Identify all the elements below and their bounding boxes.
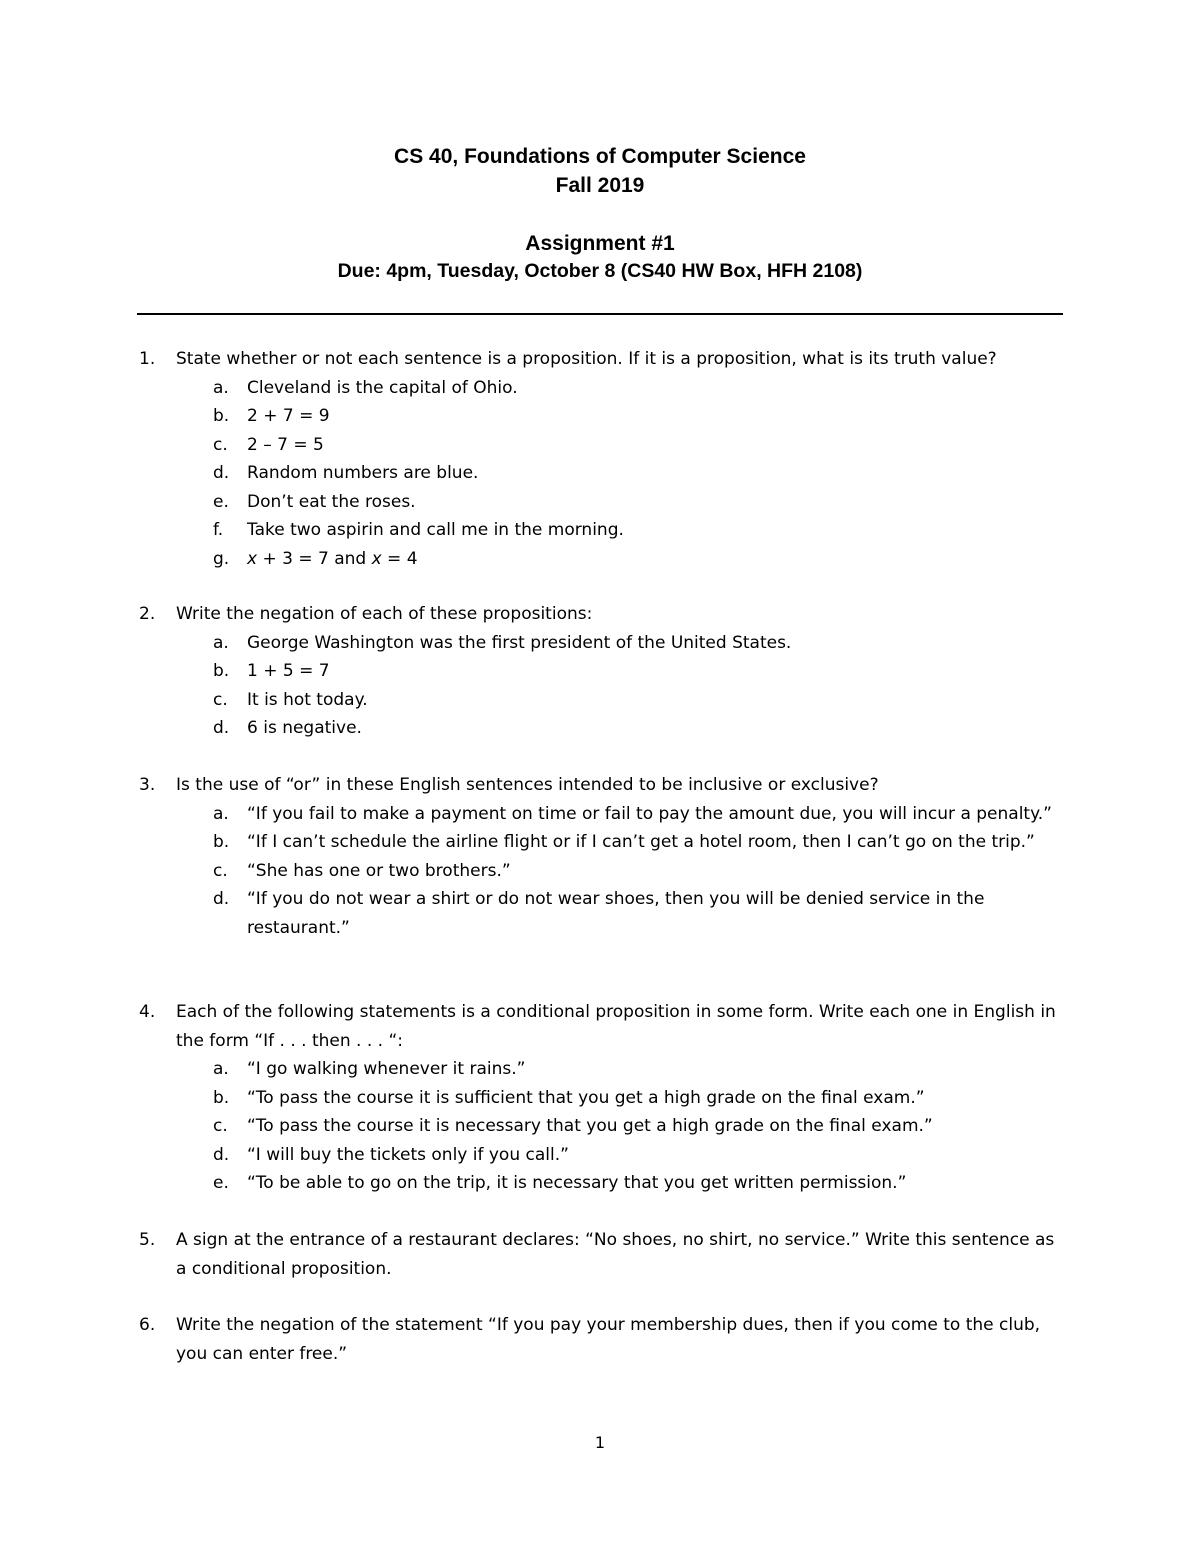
sub-item-text: Take two aspirin and call me in the morning. [247, 520, 624, 540]
question-body [176, 998, 1056, 1198]
sub-item-letter: c. [213, 860, 228, 881]
sub-item [176, 1055, 1056, 1084]
question-body [176, 771, 1056, 942]
question-text: Write the negation of each of these propositions: [176, 604, 593, 624]
sub-item-text: “If you do not wear a shirt or do not wear shoes, then you will be denied service in the restaurant.” [247, 889, 985, 938]
sub-item-letter: d. [213, 718, 230, 738]
sub-item-letter: d. [213, 1144, 230, 1165]
question-number: 3. [139, 775, 156, 795]
sub-item-letter: e. [213, 491, 229, 512]
variable-x: x [371, 548, 382, 569]
sub-item-letter: d. [213, 889, 230, 909]
question-number: 1. [139, 349, 156, 369]
sub-item [176, 545, 1056, 574]
page-number: 1 [594, 1433, 606, 1452]
question-body [176, 1226, 1056, 1283]
sub-item-text: Don’t eat the roses. [247, 491, 416, 512]
sub-item-text: “To pass the course it is sufficient that you get a high grade on the final exam.” [247, 1087, 925, 1108]
question-body [176, 345, 1056, 573]
equation-part: + 3 = 7 and [257, 548, 372, 569]
sub-item [176, 686, 1056, 715]
sub-item-letter: b. [213, 661, 230, 681]
due-date: Due: 4pm, Tuesday, October 8 (CS40 HW Box, HFH 2108) [337, 260, 863, 282]
question-number: 5. [139, 1230, 156, 1250]
sub-item-letter: b. [213, 1087, 230, 1108]
variable-x: x [247, 548, 258, 569]
sub-item-letter: f. [213, 520, 224, 540]
sub-item-text: “If I can’t schedule the airline flight or if I can’t get a hotel room, then I can’t go on the trip.” [247, 832, 1035, 852]
question-number: 6. [139, 1315, 156, 1335]
question-body [176, 1311, 1056, 1368]
sub-item-letter: a. [213, 377, 229, 398]
sub-item-text [247, 545, 1056, 574]
question-text: Is the use of “or” in these English sentences intended to be inclusive or exclusive? [176, 775, 879, 795]
sub-item-letter: a. [213, 632, 229, 653]
sub-item [176, 657, 1056, 686]
question-number: 4. [139, 1002, 156, 1022]
question-text: Each of the following statements is a conditional proposition in some form. Write each one in English in the form “If . . . then . . . “: [176, 1002, 1056, 1051]
assignment-title: Assignment #1 [525, 232, 675, 255]
sub-item-letter: d. [213, 463, 230, 483]
sub-item [176, 402, 1056, 431]
sub-item [176, 1169, 1056, 1198]
sub-item [176, 459, 1056, 488]
sub-item [176, 1112, 1056, 1141]
sub-item-text: Random numbers are blue. [247, 463, 479, 483]
sub-item [176, 374, 1056, 403]
sub-item [176, 629, 1056, 658]
question-text: Write the negation of the statement “If you pay your membership dues, then if you come to the club, you can enter free.” [176, 1315, 1041, 1364]
sub-item [176, 431, 1056, 460]
question-text: A sign at the entrance of a restaurant declares: “No shoes, no shirt, no service.” Write this sentence as a conditional proposition. [176, 1230, 1055, 1279]
sub-item [176, 828, 1056, 857]
sub-item-letter: e. [213, 1173, 229, 1193]
sub-item-text: 6 is negative. [247, 718, 362, 738]
question-text: State whether or not each sentence is a proposition. If it is a proposition, what is its truth value? [176, 349, 997, 369]
sub-item-text: “I will buy the tickets only if you call.” [247, 1144, 569, 1165]
sub-item-text: “To be able to go on the trip, it is necessary that you get written permission.” [247, 1173, 907, 1193]
sub-item-text: Cleveland is the capital of Ohio. [247, 377, 518, 398]
sub-item-text: “I go walking whenever it rains.” [247, 1059, 526, 1079]
sub-item-letter: a. [213, 1059, 229, 1079]
question-number: 2. [139, 604, 156, 624]
sub-item-letter: b. [213, 406, 230, 426]
sub-item-text: 1 + 5 = 7 [247, 661, 330, 681]
sub-item-letter: a. [213, 803, 229, 824]
sub-item-text: “If you fail to make a payment on time or fail to pay the amount due, you will incur a penalty.” [247, 803, 1052, 824]
sub-item [176, 516, 1056, 545]
sub-item-letter: g. [213, 548, 230, 569]
term-label: Fall 2019 [555, 174, 645, 197]
sub-item-letter: c. [213, 689, 228, 710]
sub-item-text: 2 + 7 = 9 [247, 406, 330, 426]
sub-item-letter: b. [213, 832, 230, 852]
sub-item-text: “To pass the course it is necessary that you get a high grade on the final exam.” [247, 1116, 933, 1136]
sub-item [176, 885, 1056, 942]
sub-item-text: George Washington was the first president of the United States. [247, 632, 792, 653]
sub-item-text: “She has one or two brothers.” [247, 860, 511, 881]
sub-item [176, 857, 1056, 886]
sub-item-text: 2 – 7 = 5 [247, 434, 324, 455]
question-body [176, 600, 1056, 743]
sub-item-letter: c. [213, 434, 228, 455]
course-title: CS 40, Foundations of Computer Science [394, 145, 806, 168]
sub-item [176, 800, 1056, 829]
sub-item [176, 1084, 1056, 1113]
sub-item [176, 1141, 1056, 1170]
header-divider [137, 313, 1063, 315]
sub-item [176, 714, 1056, 743]
sub-item-text: It is hot today. [247, 689, 368, 710]
sub-item [176, 488, 1056, 517]
sub-item-letter: c. [213, 1116, 228, 1136]
equation-part: = 4 [381, 548, 418, 569]
